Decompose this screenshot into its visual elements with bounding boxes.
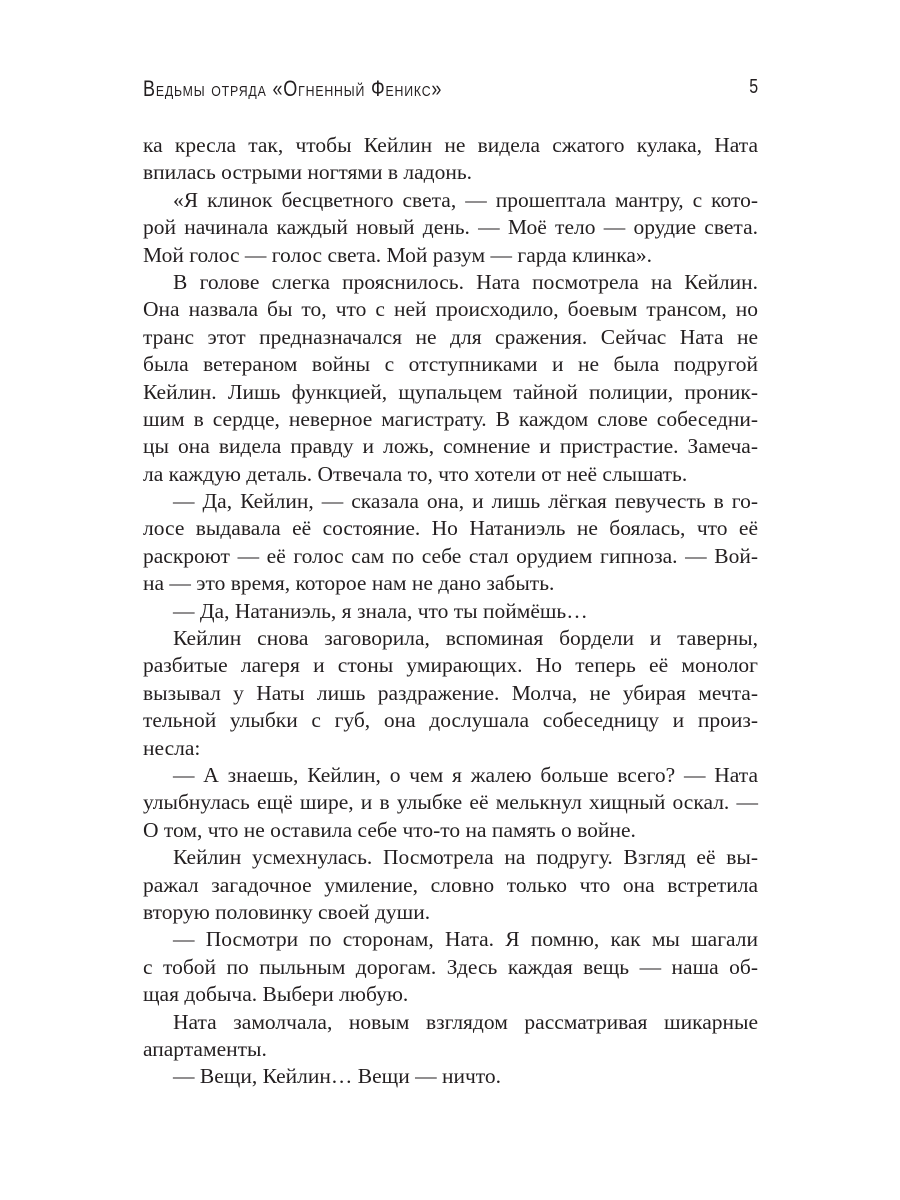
- text-line: Ната замолчала, новым взглядом рассматривая шикарные: [173, 1009, 758, 1034]
- text-line: разбитые лагеря и стоны умирающих. Но теперь её монолог: [143, 653, 758, 678]
- text-line: вторую половинку своей души.: [143, 899, 431, 924]
- text-line: шим в сердце, неверное магистрату. В каждом слове собеседни-: [143, 406, 758, 431]
- page-number: 5: [749, 76, 758, 98]
- text-line: Мой голос — голос света. Мой разум — гарда клинка».: [143, 242, 653, 267]
- text-line: щая добыча. Выбери любую.: [143, 982, 409, 1007]
- text-line: на — это время, которое нам не дано забыть.: [143, 571, 555, 596]
- text-line: была ветераном войны с отступниками и не была подругой: [143, 352, 758, 377]
- text-line: несла:: [143, 735, 201, 760]
- text-line: рой начинала каждый новый день. — Моё тело — орудие света.: [143, 215, 758, 240]
- text-line: цы она видела правду и ложь, сомнение и пристрастие. Замеча-: [143, 434, 758, 459]
- text-line: Кейлин снова заговорила, вспоминая бордели и таверны,: [173, 626, 758, 651]
- text-line: лосе выдавала её состояние. Но Натаниэль не боялась, что её: [143, 516, 758, 541]
- text-line: — Вещи, Кейлин… Вещи — ничто.: [173, 1064, 502, 1089]
- text-line: О том, что не оставила себе что-то на память о войне.: [143, 817, 636, 842]
- running-title: Ведьмы отряда «Огненный Феникс»: [143, 76, 443, 101]
- text-line: транс этот предназначался не для сражения. Сейчас Ната не: [143, 324, 758, 349]
- text-line: апартаменты.: [143, 1036, 267, 1061]
- text-line: раскроют — её голос сам по себе стал орудием гипноза. — Вой-: [143, 543, 758, 568]
- text-line: «Я клинок бесцветного света, — прошептала мантру, с кото-: [173, 187, 758, 212]
- text-line: Кейлин усмехнулась. Посмотрела на подругу. Взгляд её вы-: [173, 845, 758, 870]
- text-line: — Да, Натаниэль, я знала, что ты поймёшь…: [173, 598, 588, 623]
- text-line: впилась острыми ногтями в ладонь.: [143, 160, 473, 185]
- text-line: — Да, Кейлин, — сказала она, и лишь лёгкая певучесть в го-: [173, 489, 758, 514]
- text-line: В голове слегка прояснилось. Ната посмотрела на Кейлин.: [173, 269, 758, 294]
- text-line: ла каждую деталь. Отвечала то, что хотели от неё слышать.: [143, 461, 688, 486]
- text-line: — Посмотри по сторонам, Ната. Я помню, как мы шагали: [173, 927, 758, 952]
- running-header: [143, 76, 758, 110]
- body-text: [143, 132, 758, 1091]
- text-line: Она назвала бы то, что с ней происходило, боевым трансом, но: [143, 297, 758, 322]
- text-line: вызывал у Наты лишь раздражение. Молча, не убирая мечта-: [143, 680, 758, 705]
- text-line: с тобой по пыльным дорогам. Здесь каждая вещь — наша об-: [143, 954, 758, 979]
- text-line: улыбнулась ещё шире, и в улыбке её мелькнул хищный оскал. —: [143, 790, 758, 815]
- text-line: Кейлин. Лишь функцией, щупальцем тайной полиции, проник-: [143, 379, 758, 404]
- text-line: тельной улыбки с губ, она дослушала собеседницу и произ-: [143, 708, 758, 733]
- text-line: — А знаешь, Кейлин, о чем я жалею больше всего? — Ната: [173, 762, 758, 787]
- text-line: ка кресла так, чтобы Кейлин не видела сжатого кулака, Ната: [143, 133, 758, 157]
- text-line: ражал загадочное умиление, словно только что она встретила: [143, 872, 758, 897]
